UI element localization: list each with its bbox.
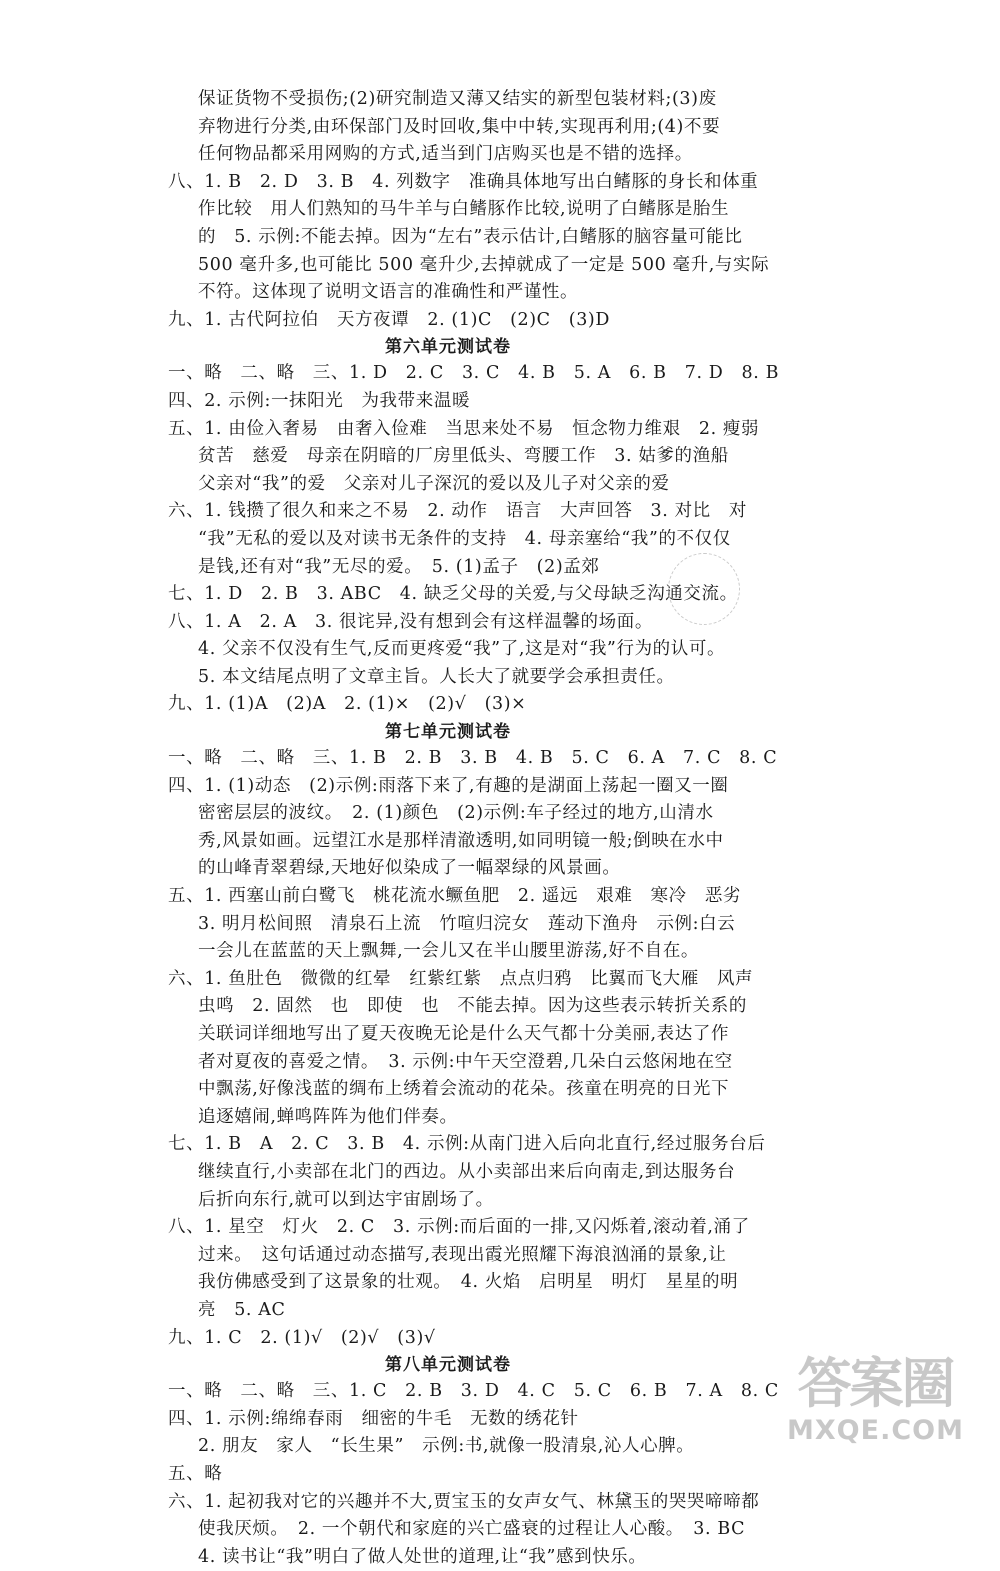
answer-line: 继续直行,小卖部在北门的西边。从小卖部出来后向南走,到达服务台 [198, 1161, 736, 1182]
watermark-logo-text: 答案圈 [797, 1352, 954, 1415]
answer-line: 秀,风景如画。远望江水是那样清澈透明,如同明镜一般;倒映在水中 [198, 830, 724, 851]
answer-line: 七、1. D 2. B 3. ABC 4. 缺乏父母的关爱,与父母缺乏沟通交流。 [168, 584, 738, 605]
answer-line: 关联词详细地写出了夏天夜晚无论是什么天气都十分美丽,表达了作 [198, 1024, 730, 1044]
answer-line: 六、1. 起初我对它的兴趣并不大,贾宝玉的女声女气、林黛玉的哭哭啼啼都 [168, 1491, 760, 1512]
answer-line: 一、略 二、略 三、1. D 2. C 3. C 4. B 5. A 6. B 7. D 8. B [168, 363, 780, 384]
answer-line: 5. 本文结尾点明了文章主旨。人长大了就要学会承担责任。 [198, 666, 675, 687]
answer-line: 九、1. 古代阿拉伯 天方夜谭 2. (1)C (2)C (3)D [168, 309, 610, 330]
section-title: 第六单元测试卷 [385, 337, 511, 358]
answer-line: 使我厌烦。 2. 一个朝代和家庭的兴亡盛衰的过程让人心酸。 3. BC [198, 1519, 746, 1540]
answer-line: 我仿佛感受到了这景象的壮观。 4. 火焰 启明星 明灯 星星的明 [198, 1272, 739, 1293]
answer-line: 四、1. 示例:绵绵春雨 细密的牛毛 无数的绣花针 [168, 1408, 579, 1429]
answer-line: 一、略 二、略 三、1. B 2. B 3. B 4. B 5. C 6. A 7. C 8. C [168, 748, 778, 769]
answer-line: 过来。 这句话通过动态描写,表现出霞光照耀下海浪汹涌的景象,让 [198, 1244, 727, 1265]
answer-line: 八、1. 星空 灯火 2. C 3. 示例:而后面的一排,又闪烁着,滚动着,涌了 [168, 1217, 750, 1238]
section-title: 第七单元测试卷 [385, 722, 511, 743]
answer-line: 后折向东行,就可以到达宇宙剧场了。 [198, 1189, 494, 1210]
answer-line: 不符。这体现了说明文语言的准确性和严谨性。 [198, 282, 579, 303]
answer-line: 保证货物不受损伤;(2)研究制造又薄又结实的新型包装材料;(3)废 [198, 89, 717, 109]
answer-line: “我”无私的爱以及对读书无条件的支持 4. 母亲塞给“我”的不仅仅 [198, 528, 731, 549]
answer-line: 五、略 [168, 1463, 223, 1484]
answer-line: 4. 读书让“我”明白了做人处世的道理,让“我”感到快乐。 [198, 1546, 647, 1567]
answer-line: 中飘荡,好像浅蓝的绸布上绣着会流动的花朵。孩童在明亮的日光下 [198, 1079, 730, 1100]
answer-line: 五、1. 西塞山前白鹭飞 桃花流水鳜鱼肥 2. 遥远 艰难 寒冷 恶劣 [168, 886, 742, 907]
answer-line: 亮 5. AC [198, 1299, 286, 1320]
answer-key-page [168, 86, 780, 1571]
answer-line: 六、1. 钱攒了很久和来之不易 2. 动作 语言 大声回答 3. 对比 对 [168, 501, 747, 522]
answer-line: 一、略 二、略 三、1. C 2. B 3. D 4. C 5. C 6. B 7. A 8. C [168, 1381, 779, 1402]
answer-line: 密密层层的波纹。 2. (1)颜色 (2)示例:车子经过的地方,山清水 [198, 803, 714, 824]
answer-line: 八、1. A 2. A 3. 很诧异,没有想到会有这样温馨的场面。 [168, 611, 653, 632]
answer-line: 弃物进行分类,由环保部门及时回收,集中中转,实现再利用;(4)不要 [198, 116, 721, 137]
answer-line: 四、2. 示例:一抹阳光 为我带来温暖 [168, 390, 471, 411]
answer-line: 九、1. C 2. (1)√ (2)√ (3)√ [168, 1327, 436, 1348]
answer-line: 七、1. B A 2. C 3. B 4. 示例:从南门进入后向北直行,经过服务台后 [168, 1134, 766, 1155]
answer-line: 的山峰青翠碧绿,天地好似染成了一幅翠绿的风景画。 [198, 858, 621, 879]
answer-line: 一会儿在蓝蓝的天上飘舞,一会儿又在半山腰里游荡,好不自在。 [198, 941, 700, 962]
answer-line: 4. 父亲不仅没有生气,反而更疼爱“我”了,这是对“我”行为的认可。 [198, 639, 726, 660]
answer-line: 八、1. B 2. D 3. B 4. 列数字 准确具体地写出白鳍豚的身长和体重 [168, 171, 759, 192]
answer-line: 九、1. (1)A (2)A 2. (1)× (2)√ (3)× [168, 694, 527, 715]
answer-line: 是钱,还有对“我”无尽的爱。 5. (1)孟子 (2)孟郊 [198, 556, 600, 577]
answer-line: 五、1. 由俭入奢易 由奢入俭难 当思来处不易 恒念物力维艰 2. 瘦弱 [168, 418, 760, 439]
answer-line: 父亲对“我”的爱 父亲对儿子深沉的爱以及儿子对父亲的爱 [198, 473, 670, 494]
answer-line: 四、1. (1)动态 (2)示例:雨落下来了,有趣的是湖面上荡起一圈又一圈 [168, 775, 729, 796]
answer-line: 虫鸣 2. 固然 也 即使 也 不能去掉。因为这些表示转折关系的 [198, 996, 747, 1017]
answer-line: 2. 朋友 家人 “长生果” 示例:书,就像一股清泉,沁人心脾。 [198, 1436, 695, 1457]
answer-line: 六、1. 鱼肚色 微微的红晕 红紫红紫 点点归鸦 比翼而飞大雁 风声 [168, 968, 754, 989]
answer-line: 的 5. 示例:不能去掉。因为“左右”表示估计,白鳍豚的脑容量可能比 [198, 226, 743, 247]
answer-line: 3. 明月松间照 清泉石上流 竹喧归浣女 莲动下渔舟 示例:白云 [198, 913, 736, 934]
answer-line: 者对夏夜的喜爱之情。 3. 示例:中午天空澄碧,几朵白云悠闲地在空 [198, 1051, 733, 1072]
answer-line: 任何物品都采用网购的方式,适当到门店购买也是不错的选择。 [198, 144, 693, 165]
answer-line: 500 毫升多,也可能比 500 毫升少,去掉就成了一定是 500 毫升,与实际 [198, 254, 770, 275]
section-title: 第八单元测试卷 [385, 1355, 511, 1376]
site-watermark [763, 1353, 988, 1463]
answer-line: 作比较 用人们熟知的马牛羊与白鳍豚作比较,说明了白鳍豚是胎生 [198, 199, 730, 220]
faint-stamp [668, 553, 740, 625]
answer-line: 贫苦 慈爱 母亲在阴暗的厂房里低头、弯腰工作 3. 姑爹的渔船 [198, 446, 729, 467]
watermark-url: MXQE.COM [787, 1415, 964, 1446]
answer-line: 追逐嬉闹,蝉鸣阵阵为他们伴奏。 [198, 1106, 458, 1127]
